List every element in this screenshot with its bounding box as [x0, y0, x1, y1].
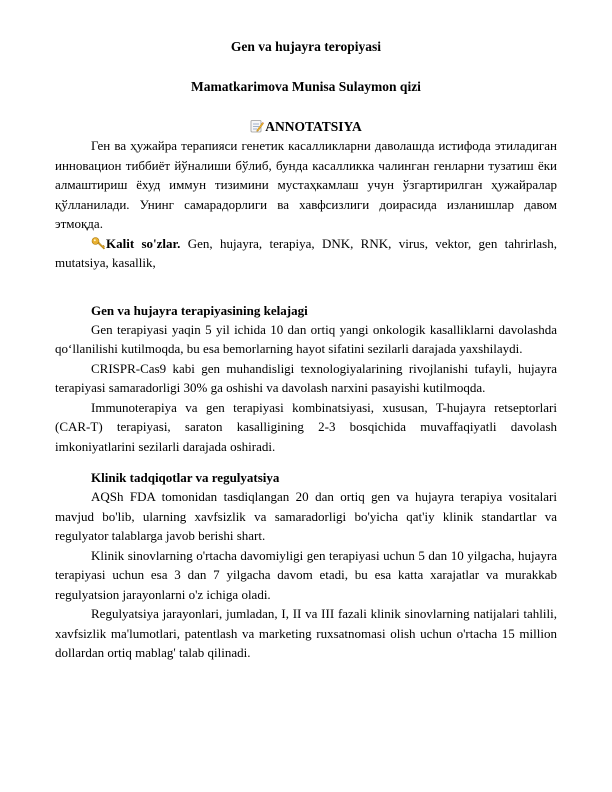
- document-page: [55, 38, 557, 663]
- memo-icon: [250, 119, 264, 133]
- abstract-paragraph: Ген ва ҳужайра терапияси генетик касалликларни даволашда истифода этиладиган инновацион тиббиёт йўналиши бўлиб, бунда касалликка чалинган генларни тузатиш ёки алмаштириш ёхуд иммун тизимини мустаҳкамлаш учун ўзгартирилган ҳужайралар қўлланилади. Унинг самарадорлиги ва хавфсизлиги доирасида изланишлар давом этмоқда.: [55, 138, 557, 231]
- section-paragraph: Klinik sinovlarning o'rtacha davomiyligi gen terapiyasi uchun 5 dan 10 yilgacha, hujayra terapiyasi uchun esa 3 dan 7 yilgacha davom etadi, bu esa katta xarajatlar va murakkab regulyatsion jarayonlarni o'z ichiga oladi.: [55, 547, 557, 602]
- annotation-heading: [55, 118, 557, 136]
- section-paragraph: AQSh FDA tomonidan tasdiqlangan 20 dan ortiq gen va hujayra terapiya vositalari mavjud bo'lib, ularning xavfsizlik va samaradorligi bo'yicha qat'iy klinik standartlar va regulyator talablarga javob berishi shart.: [55, 489, 557, 543]
- key-icon: [91, 236, 105, 250]
- section-heading: Gen va hujayra terapiyasining kelajagi: [91, 302, 308, 318]
- section-paragraph: Regulyatsiya jarayonlari, jumladan, I, II va III fazali klinik sinovlarning natijalari tahlili, xavfsizlik ma'lumotlari, patentlash va marketing ruxsatnomasi olish uchun o'rtacha 15 million dollardan ortiq mablag' talab qilinadi.: [55, 606, 557, 660]
- keywords-label: Kalit so'zlar.: [106, 235, 181, 251]
- annotation-heading-label: ANNOTATSIYA: [265, 119, 362, 134]
- keywords-text: Gen, hujayra, terapiya, DNK, RNK, virus, vektor, gen tahrirlash, mutatsiya, kasallik,: [55, 235, 557, 270]
- paper-title: Gen va hujayra teropiyasi: [230, 39, 382, 54]
- section-paragraph: CRISPR-Cas9 kabi gen muhandisligi texnologiyalarining rivojlanishi tufayli, hujayra terapiyasi samaradorligi 30% ga oshishi va davolash narxini pasayishi kutilmoqda.: [55, 360, 557, 395]
- keywords-paragraph: [55, 234, 557, 273]
- section-heading: Klinik tadqiqotlar va regulyatsiya: [91, 470, 280, 485]
- section-paragraph: Immunoterapiya va gen terapiyasi kombinatsiyasi, xususan, T-hujayra retseptorlari (CAR-T) terapiyasi, saraton kasalligining 2-3 bosqichida muvaffaqiyatli davolash imkoniyatlarini sezilarli darajada oshiradi.: [55, 399, 557, 454]
- author-name: Mamatkarimova Munisa Sulaymon qizi: [191, 79, 421, 94]
- section-paragraph: Gen terapiyasi yaqin 5 yil ichida 10 dan ortiq yangi onkologik kasalliklarni davolashda qo‘llanilishi kutilmoqda, bu esa bemorlarning hayot sifatini sezilarli darajada yaxshilaydi.: [55, 321, 557, 356]
